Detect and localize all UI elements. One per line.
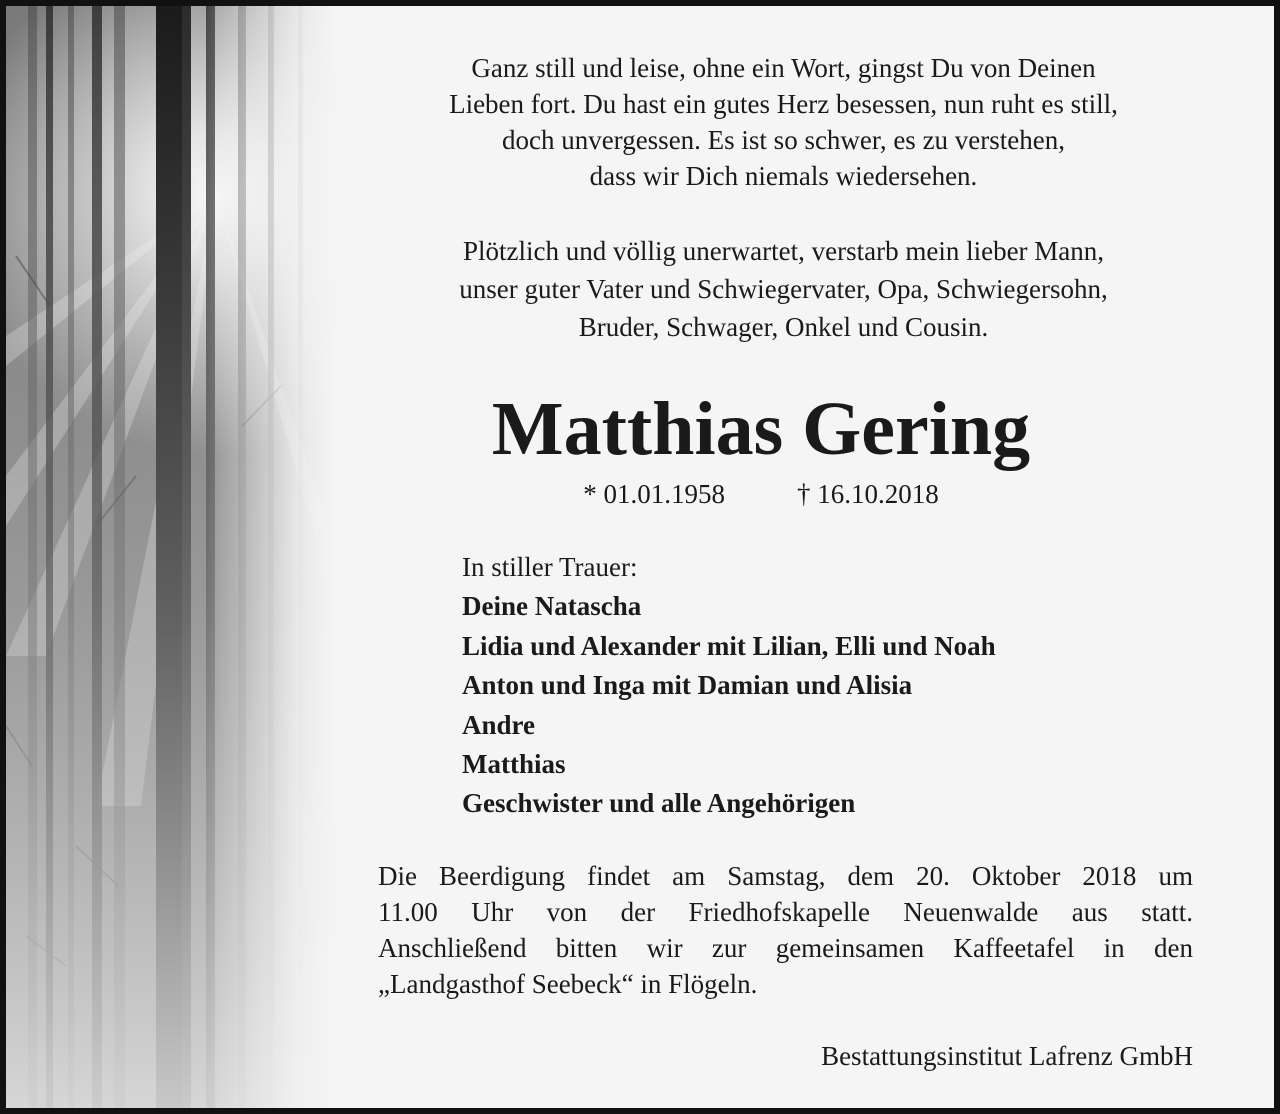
mourners-heading: In stiller Trauer: <box>462 552 638 582</box>
announcement-line: Plötzlich und völlig unerwartet, verstarb mein lieber Mann, <box>462 236 1105 266</box>
verse-line: Ganz still und leise, ohne ein Wort, gingst Du von Deinen <box>471 53 1096 83</box>
funeral-line: Die Beerdigung findet am Samstag, dem 20. Oktober 2018 um <box>378 861 1193 891</box>
obituary-text <box>366 6 1201 1108</box>
mourner-entry: Andre <box>462 709 536 740</box>
death-announcement <box>366 232 1201 346</box>
death-date: † 16.10.2018 <box>797 479 939 509</box>
mourner-entry: Lidia und Alexander mit Lilian, Elli und Noah <box>462 630 996 661</box>
verse-line: dass wir Dich niemals wiedersehen. <box>589 161 978 191</box>
funeral-details <box>378 858 1193 1002</box>
verse-line: Lieben fort. Du hast ein gutes Herz besessen, nun ruht es still, <box>449 89 1118 119</box>
forest-image <box>6 6 336 1108</box>
memorial-verse <box>366 50 1201 194</box>
mourner-entry: Anton und Inga mit Damian und Alisia <box>462 670 913 701</box>
funeral-line: 11.00 Uhr von der Friedhofskapelle Neuenwalde aus statt. <box>378 897 1193 927</box>
deceased-name: Matthias Gering <box>491 387 1031 471</box>
life-dates <box>366 476 1156 512</box>
mourner-entry: Matthias <box>462 749 566 780</box>
funeral-line: „Landgasthof Seebeck“ in Flögeln. <box>378 969 758 999</box>
announcement-line: Bruder, Schwager, Onkel und Cousin. <box>578 312 989 342</box>
mourner-entry: Deine Natascha <box>462 591 642 622</box>
funeral-home: Bestattungsinstitut Lafrenz GmbH <box>821 1041 1193 1071</box>
mourner-entry: Geschwister und alle Angehörigen <box>462 788 856 819</box>
birth-date: * 01.01.1958 <box>583 479 725 509</box>
mourners-list <box>462 548 996 824</box>
verse-line: doch unvergessen. Es ist so schwer, es zu verstehen, <box>501 125 1066 155</box>
announcement-line: unser guter Vater und Schwiegervater, Opa, Schwiegersohn, <box>459 274 1108 304</box>
funeral-line: Anschließend bitten wir zur gemeinsamen Kaffeetafel in den <box>378 933 1193 963</box>
